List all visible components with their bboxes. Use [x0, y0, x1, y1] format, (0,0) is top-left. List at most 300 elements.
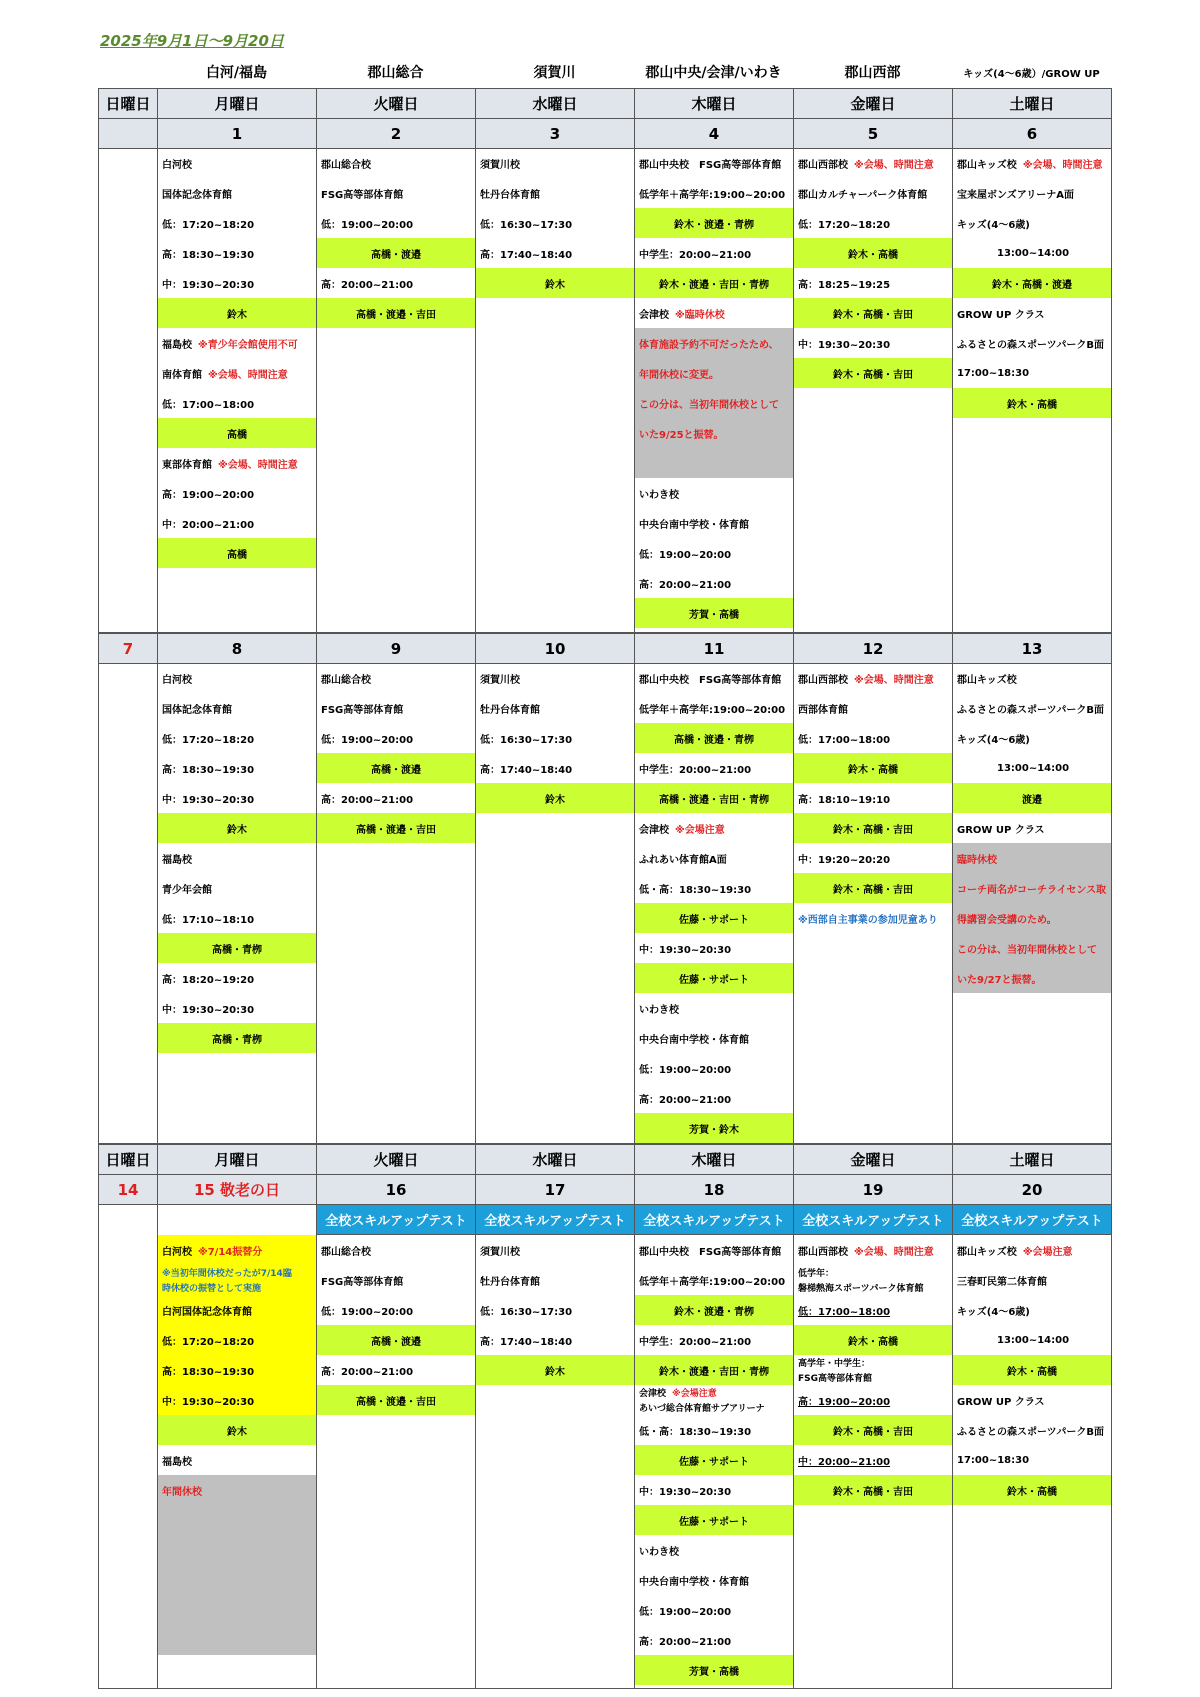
- day-cell: [476, 148, 634, 298]
- line-text: 高：18:25~19:25: [798, 279, 891, 291]
- instructor-bar: [794, 1325, 952, 1355]
- notice-text: ※臨時休校: [675, 309, 725, 321]
- schedule-line: [953, 1445, 1111, 1475]
- instructor-bar: [635, 1655, 793, 1685]
- line-text: 高橋・渡邉・吉田: [356, 309, 436, 321]
- notice-text: ※会場、時間注意: [1022, 159, 1103, 171]
- notice-text: ※会場、時間注意: [208, 369, 288, 381]
- date-cell: 15 敬老の日: [157, 1174, 317, 1205]
- schedule-line: [158, 1355, 316, 1385]
- schedule-line: [794, 783, 952, 813]
- date-cell: 10: [475, 633, 635, 664]
- line-text: 鈴木・高橋: [1007, 399, 1057, 411]
- schedule-line: [635, 933, 793, 963]
- area-label: 郡山西部: [844, 65, 901, 81]
- schedule-line: [635, 478, 793, 508]
- line-text: 低：16:30~17:30: [480, 219, 573, 231]
- line-text: 郡山中央校 FSG高等部体育館: [639, 159, 782, 171]
- line-text: 低：19:00~20:00: [321, 734, 414, 746]
- line-text: 福島校: [162, 1456, 192, 1468]
- date-cell: 5: [793, 118, 953, 149]
- date-cell: 6: [952, 118, 1112, 149]
- line-text: 郡山カルチャーパーク体育館: [798, 189, 928, 201]
- schedule-line: [317, 208, 475, 238]
- instructor-bar: [635, 1505, 793, 1535]
- day-cell: [635, 1235, 793, 1685]
- instructor-bar: [794, 873, 952, 903]
- day-cell: [794, 1235, 952, 1505]
- line-text: 高：17:40~18:40: [480, 764, 573, 776]
- instructor-bar: [635, 208, 793, 238]
- line-text: 13:00~14:00: [997, 247, 1070, 259]
- line-text: 郡山総合校: [321, 674, 371, 686]
- day-cell: [953, 1235, 1111, 1505]
- instructor-bar: [317, 753, 475, 783]
- line-text: FSG高等部体育館: [798, 1374, 873, 1384]
- line-text: 中：19:20~20:20: [798, 854, 891, 866]
- schedule-line: [953, 298, 1111, 328]
- line-text: 高：19:00~20:00: [162, 489, 255, 501]
- date-cell: [98, 118, 158, 149]
- line-text: 中央台南中学校・体育館: [639, 1034, 749, 1046]
- instructor-bar: [794, 1415, 952, 1445]
- line-text: 鈴木・高橋・吉田: [833, 824, 913, 836]
- schedule-line: [953, 873, 1111, 903]
- line-text: 高橋・渡邉: [371, 764, 421, 776]
- schedule-line: [476, 208, 634, 238]
- line-text: 低：17:20~18:20: [798, 219, 891, 231]
- day-cell: [476, 1235, 634, 1385]
- schedule-line: [953, 178, 1111, 208]
- schedule-line: [158, 388, 316, 418]
- instructor-bar: [794, 358, 952, 388]
- date-cell: 16: [316, 1174, 476, 1205]
- schedule-line: [794, 903, 952, 933]
- date-cell: 11: [634, 633, 794, 664]
- area-label: 須賀川: [533, 65, 576, 81]
- schedule-line: [317, 783, 475, 813]
- instructor-bar: [635, 903, 793, 933]
- line-text: 郡山中央校 FSG高等部体育館: [639, 1246, 782, 1258]
- notice-text: ※7/14振替分: [198, 1246, 263, 1258]
- instructor-bar: [635, 268, 793, 298]
- day-column: [98, 1204, 158, 1689]
- instructor-bar: [794, 753, 952, 783]
- line-text: いた9/25と振替。: [639, 429, 724, 441]
- schedule-line: [158, 238, 316, 268]
- line-text: FSG高等部体育館: [321, 1276, 404, 1288]
- schedule-line: [476, 1235, 634, 1265]
- line-text: 中央台南中学校・体育館: [639, 1576, 749, 1588]
- schedule-line: [158, 358, 316, 388]
- line-text: 鈴木・渡邉・吉田・青栁: [659, 279, 769, 291]
- skill-test-banner: 全校スキルアップテスト: [316, 1204, 476, 1235]
- line-text: 須賀川校: [480, 674, 520, 686]
- line-text: 福島校: [162, 854, 192, 866]
- instructor-bar: [317, 238, 475, 268]
- line-text: 低：17:00~18:00: [798, 734, 891, 746]
- line-text: 高橋・渡邉・吉田・青栁: [659, 794, 769, 806]
- line-text: 三春町民第二体育館: [957, 1276, 1047, 1288]
- line-text: 芳賀・高橋: [689, 609, 739, 621]
- line-text: FSG高等部体育館: [321, 189, 404, 201]
- schedule-line: [953, 933, 1111, 963]
- line-text: 高：18:30~19:30: [162, 764, 255, 776]
- schedule-line: [635, 1083, 793, 1113]
- weekday-cell: 土曜日: [952, 88, 1112, 119]
- schedule-line: [158, 268, 316, 298]
- weekday-cell: 火曜日: [316, 88, 476, 119]
- instructor-bar: [635, 1295, 793, 1325]
- day-cell: [794, 663, 952, 933]
- date-cell: 4: [634, 118, 794, 149]
- line-text: 郡山キッズ校: [957, 159, 1017, 171]
- schedule-line: [635, 1023, 793, 1053]
- schedule-line: [635, 1475, 793, 1505]
- schedule-line: [158, 723, 316, 753]
- notice-text: ※会場注意: [675, 824, 725, 836]
- day-column: [98, 663, 158, 1144]
- schedule-line: [794, 208, 952, 238]
- schedule-line: [158, 1445, 316, 1475]
- schedule-line: [635, 418, 793, 448]
- area-label: 郡山中央/会津/いわき: [645, 65, 782, 81]
- line-text: コーチ両名がコーチライセンス取: [957, 884, 1107, 896]
- date-cell: 7: [98, 633, 158, 664]
- line-text: GROW UP クラス: [957, 824, 1045, 836]
- schedule-line: [635, 1053, 793, 1083]
- date-cell: 2: [316, 118, 476, 149]
- area-label: キッズ(4～6歳）/GROW UP: [963, 69, 1100, 80]
- line-text: ふるさとの森スポーツパークB面: [957, 339, 1105, 351]
- notice-text: ※会場、時間注意: [218, 459, 298, 471]
- schedule-line: [635, 993, 793, 1023]
- line-text: 郡山西部校: [798, 1246, 848, 1258]
- line-text: 中央台南中学校・体育館: [639, 519, 749, 531]
- notice-text: ※会場、時間注意: [854, 674, 934, 686]
- instructor-bar: [317, 298, 475, 328]
- schedule-line: [635, 663, 793, 693]
- line-text: 郡山キッズ校: [957, 1246, 1017, 1258]
- schedule-line: [953, 148, 1111, 178]
- line-text: 高：20:00~21:00: [321, 279, 414, 291]
- notice-text: ※会場注意: [672, 1389, 717, 1399]
- schedule-line: [794, 663, 952, 693]
- schedule-line: [953, 843, 1111, 873]
- line-text: GROW UP クラス: [957, 1396, 1045, 1408]
- line-text: 鈴木: [545, 1366, 565, 1378]
- instructor-bar: [158, 1023, 316, 1053]
- line-text: 高橋・渡邉: [371, 1336, 421, 1348]
- line-text: 高：18:30~19:30: [162, 1366, 255, 1378]
- weekday-cell: 日曜日: [98, 1144, 158, 1175]
- line-text: ※西部自主事業の参加児童あり: [798, 914, 938, 926]
- weekday-cell: 金曜日: [793, 1144, 953, 1175]
- schedule-line: [794, 148, 952, 178]
- line-text: 高橋: [227, 429, 247, 441]
- date-cell: 1: [157, 118, 317, 149]
- schedule-line: [158, 1475, 316, 1505]
- instructor-bar: [476, 783, 634, 813]
- schedule-line: [158, 783, 316, 813]
- line-text: 白河校: [162, 1246, 192, 1258]
- line-text: 鈴木: [545, 279, 565, 291]
- date-cell: 3: [475, 118, 635, 149]
- schedule-line: [476, 148, 634, 178]
- line-text: 得講習会受講のため。: [957, 914, 1057, 926]
- schedule-line: [953, 753, 1111, 783]
- instructor-bar: [794, 813, 952, 843]
- schedule-line: [635, 813, 793, 843]
- line-text: 中：20:00~21:00: [798, 1456, 891, 1468]
- notice-text: ※会場注意: [1022, 1246, 1073, 1258]
- schedule-line: [794, 1385, 952, 1415]
- line-text: 低学年＋高学年:19:00~20:00: [639, 704, 786, 716]
- line-text: 会津校: [639, 309, 669, 321]
- line-text: 高：20:00~21:00: [639, 1636, 732, 1648]
- schedule-line: [158, 148, 316, 178]
- line-text: いわき校: [639, 1546, 679, 1558]
- schedule-line: [476, 178, 634, 208]
- schedule-line: [158, 1385, 316, 1415]
- line-text: 須賀川校: [480, 159, 520, 171]
- schedule-line: [635, 568, 793, 598]
- line-text: 須賀川校: [480, 1246, 520, 1258]
- instructor-bar: [635, 783, 793, 813]
- line-text: 東部体育館: [162, 459, 212, 471]
- line-text: 低：17:20~18:20: [162, 1336, 255, 1348]
- instructor-bar: [158, 298, 316, 328]
- schedule-line: [317, 1265, 475, 1295]
- day-cell: [794, 148, 952, 388]
- line-text: 鈴木・高橋・吉田: [833, 884, 913, 896]
- line-text: 低：17:10~18:10: [162, 914, 255, 926]
- schedule-period: 2025年9月1日～9月20日: [100, 32, 284, 50]
- schedule-line: [635, 1325, 793, 1355]
- line-text: 低・高：18:30~19:30: [639, 884, 752, 896]
- line-text: 白河国体記念体育館: [162, 1306, 252, 1318]
- schedule-line: [317, 268, 475, 298]
- schedule-line: [158, 963, 316, 993]
- date-cell: 13: [952, 633, 1112, 664]
- line-text: 年間休校に変更。: [639, 369, 719, 381]
- schedule-line: [476, 663, 634, 693]
- line-text: あいづ総合体育館サブアリーナ: [639, 1404, 765, 1414]
- line-text: 中：19:30~20:30: [162, 279, 255, 291]
- line-text: 低：16:30~17:30: [480, 1306, 573, 1318]
- instructor-bar: [317, 1325, 475, 1355]
- instructor-bar: [794, 1475, 952, 1505]
- instructor-bar: [953, 388, 1111, 418]
- day-cell: [635, 148, 793, 628]
- instructor-bar: [158, 418, 316, 448]
- schedule-line: [158, 208, 316, 238]
- day-cell: [953, 663, 1111, 993]
- skill-test-banner: 全校スキルアップテスト: [793, 1204, 953, 1235]
- instructor-bar: [635, 598, 793, 628]
- schedule-line: [317, 1355, 475, 1385]
- schedule-line: [953, 663, 1111, 693]
- instructor-bar: [317, 1385, 475, 1415]
- weekday-cell: 土曜日: [952, 1144, 1112, 1175]
- instructor-bar: [953, 783, 1111, 813]
- instructor-bar: [476, 1355, 634, 1385]
- line-text: 白河校: [162, 674, 192, 686]
- schedule-line: [635, 1235, 793, 1265]
- schedule-line: [794, 1265, 952, 1280]
- line-text: 会津校: [639, 1389, 667, 1399]
- line-text: ふるさとの森スポーツパークB面: [957, 1426, 1105, 1438]
- line-text: 佐藤・サポート: [679, 1516, 749, 1528]
- line-text: 高：20:00~21:00: [321, 1366, 414, 1378]
- instructor-bar: [635, 963, 793, 993]
- line-text: 高学年・中学生：: [798, 1359, 871, 1369]
- schedule-line: [158, 663, 316, 693]
- line-text: 鈴木・渡邉・吉田・青栁: [659, 1366, 769, 1378]
- line-text: 高橋: [227, 549, 247, 561]
- line-text: 白河校: [162, 159, 192, 171]
- line-text: この分は、当初年間休校として: [639, 399, 779, 411]
- instructor-bar: [158, 538, 316, 568]
- line-text: 高橋・青栁: [212, 944, 262, 956]
- schedule-line: [317, 693, 475, 723]
- schedule-line: [794, 178, 952, 208]
- line-text: 高：20:00~21:00: [639, 579, 732, 591]
- line-text: FSG高等部体育館: [321, 704, 404, 716]
- line-text: 低・高：18:30~19:30: [639, 1426, 752, 1438]
- line-text: 郡山キッズ校: [957, 674, 1017, 686]
- date-cell: 17: [475, 1174, 635, 1205]
- schedule-line: [635, 1535, 793, 1565]
- schedule-line: [635, 298, 793, 328]
- schedule-line: [158, 448, 316, 478]
- weekday-cell: 月曜日: [157, 88, 317, 119]
- line-text: 芳賀・高橋: [689, 1666, 739, 1678]
- skill-test-banner: 全校スキルアップテスト: [634, 1204, 794, 1235]
- schedule-line: [158, 478, 316, 508]
- line-text: 青少年会館: [162, 884, 212, 896]
- schedule-line: [794, 1295, 952, 1325]
- line-text: 中：19:30~20:30: [162, 1004, 255, 1016]
- skill-test-banner: 全校スキルアップテスト: [952, 1204, 1112, 1235]
- line-text: 臨時休校: [957, 854, 997, 866]
- line-text: いわき校: [639, 1004, 679, 1016]
- line-text: 高橋・渡邉・吉田: [356, 1396, 436, 1408]
- weekday-cell: 火曜日: [316, 1144, 476, 1175]
- schedule-line: [953, 1265, 1111, 1295]
- line-text: 高：18:20~19:20: [162, 974, 255, 986]
- schedule-line: [158, 693, 316, 723]
- line-text: 高：20:00~21:00: [321, 794, 414, 806]
- schedule-line: [476, 753, 634, 783]
- line-text: 鈴木・高橋・吉田: [833, 309, 913, 321]
- schedule-line: [635, 1565, 793, 1595]
- schedule-line: [794, 268, 952, 298]
- line-text: 低：17:20~18:20: [162, 219, 255, 231]
- line-text: 低：16:30~17:30: [480, 734, 573, 746]
- schedule-line: [953, 208, 1111, 238]
- skill-test-banner: 全校スキルアップテスト: [475, 1204, 635, 1235]
- schedule-line: [953, 1295, 1111, 1325]
- schedule-line: [635, 693, 793, 723]
- day-cell: [317, 1235, 475, 1415]
- line-text: 佐藤・サポート: [679, 974, 749, 986]
- line-text: キッズ(4～6歳): [957, 219, 1030, 231]
- line-text: 中：19:30~20:30: [639, 1486, 732, 1498]
- line-text: 高橋・渡邉: [371, 249, 421, 261]
- line-text: 鈴木・高橋: [848, 764, 898, 776]
- instructor-bar: [794, 238, 952, 268]
- schedule-line: [158, 1280, 316, 1295]
- line-text: 中：19:30~20:30: [162, 1396, 255, 1408]
- line-text: 牡丹台体育館: [480, 189, 540, 201]
- line-text: 低：17:00~18:00: [798, 1306, 891, 1318]
- day-cell: [476, 663, 634, 813]
- line-text: ふれあい体育館A面: [639, 854, 727, 866]
- line-text: 鈴木・渡邉・青栁: [674, 219, 754, 231]
- line-text: 南体育館: [162, 369, 202, 381]
- line-text: 高橋・渡邉・青栁: [674, 734, 754, 746]
- schedule-line: [635, 873, 793, 903]
- schedule-line: [317, 1235, 475, 1265]
- line-text: ふるさとの森スポーツパークB面: [957, 704, 1105, 716]
- line-text: 高：20:00~21:00: [639, 1094, 732, 1106]
- day-cell: [158, 663, 316, 1053]
- line-text: 鈴木: [227, 1426, 247, 1438]
- schedule-line: [953, 238, 1111, 268]
- schedule-line: [794, 693, 952, 723]
- line-text: 体育施設予約不可だったため、: [639, 339, 779, 351]
- area-label: 白河/福島: [205, 65, 268, 81]
- schedule-line: [317, 723, 475, 753]
- instructor-bar: [635, 1355, 793, 1385]
- instructor-bar: [794, 298, 952, 328]
- line-text: 低学年＋高学年:19:00~20:00: [639, 189, 786, 201]
- instructor-bar: [158, 933, 316, 963]
- schedule-line: [476, 1265, 634, 1295]
- instructor-bar: [953, 1475, 1111, 1505]
- date-cell: 19: [793, 1174, 953, 1205]
- schedule-line: [794, 1355, 952, 1370]
- schedule-line: [953, 328, 1111, 358]
- schedule-line: [158, 508, 316, 538]
- date-cell: 9: [316, 633, 476, 664]
- notice-text: ※会場、時間注意: [854, 1246, 934, 1258]
- line-text: 低学年：: [798, 1269, 835, 1279]
- day-cell: [317, 148, 475, 328]
- line-text: 年間休校: [162, 1486, 202, 1498]
- weekday-cell: 水曜日: [475, 88, 635, 119]
- line-text: 芳賀・鈴木: [689, 1124, 739, 1136]
- notice-text: ※会場、時間注意: [854, 159, 934, 171]
- line-text: 低：19:00~20:00: [321, 1306, 414, 1318]
- schedule-line: [794, 843, 952, 873]
- line-text: キッズ(4～6歳): [957, 734, 1030, 746]
- day-cell: [158, 148, 316, 568]
- line-text: 郡山総合校: [321, 159, 371, 171]
- weekday-cell: 木曜日: [634, 88, 794, 119]
- line-text: 高橋・青栁: [212, 1034, 262, 1046]
- schedule-line: [317, 148, 475, 178]
- line-text: 13:00~14:00: [997, 1334, 1070, 1346]
- line-text: 佐藤・サポート: [679, 1456, 749, 1468]
- instructor-bar: [635, 1445, 793, 1475]
- schedule-line: [158, 1295, 316, 1325]
- schedule-line: [635, 448, 793, 478]
- instructor-bar: [635, 1113, 793, 1143]
- line-text: 鈴木・高橋・吉田: [833, 1486, 913, 1498]
- schedule-line: [794, 1445, 952, 1475]
